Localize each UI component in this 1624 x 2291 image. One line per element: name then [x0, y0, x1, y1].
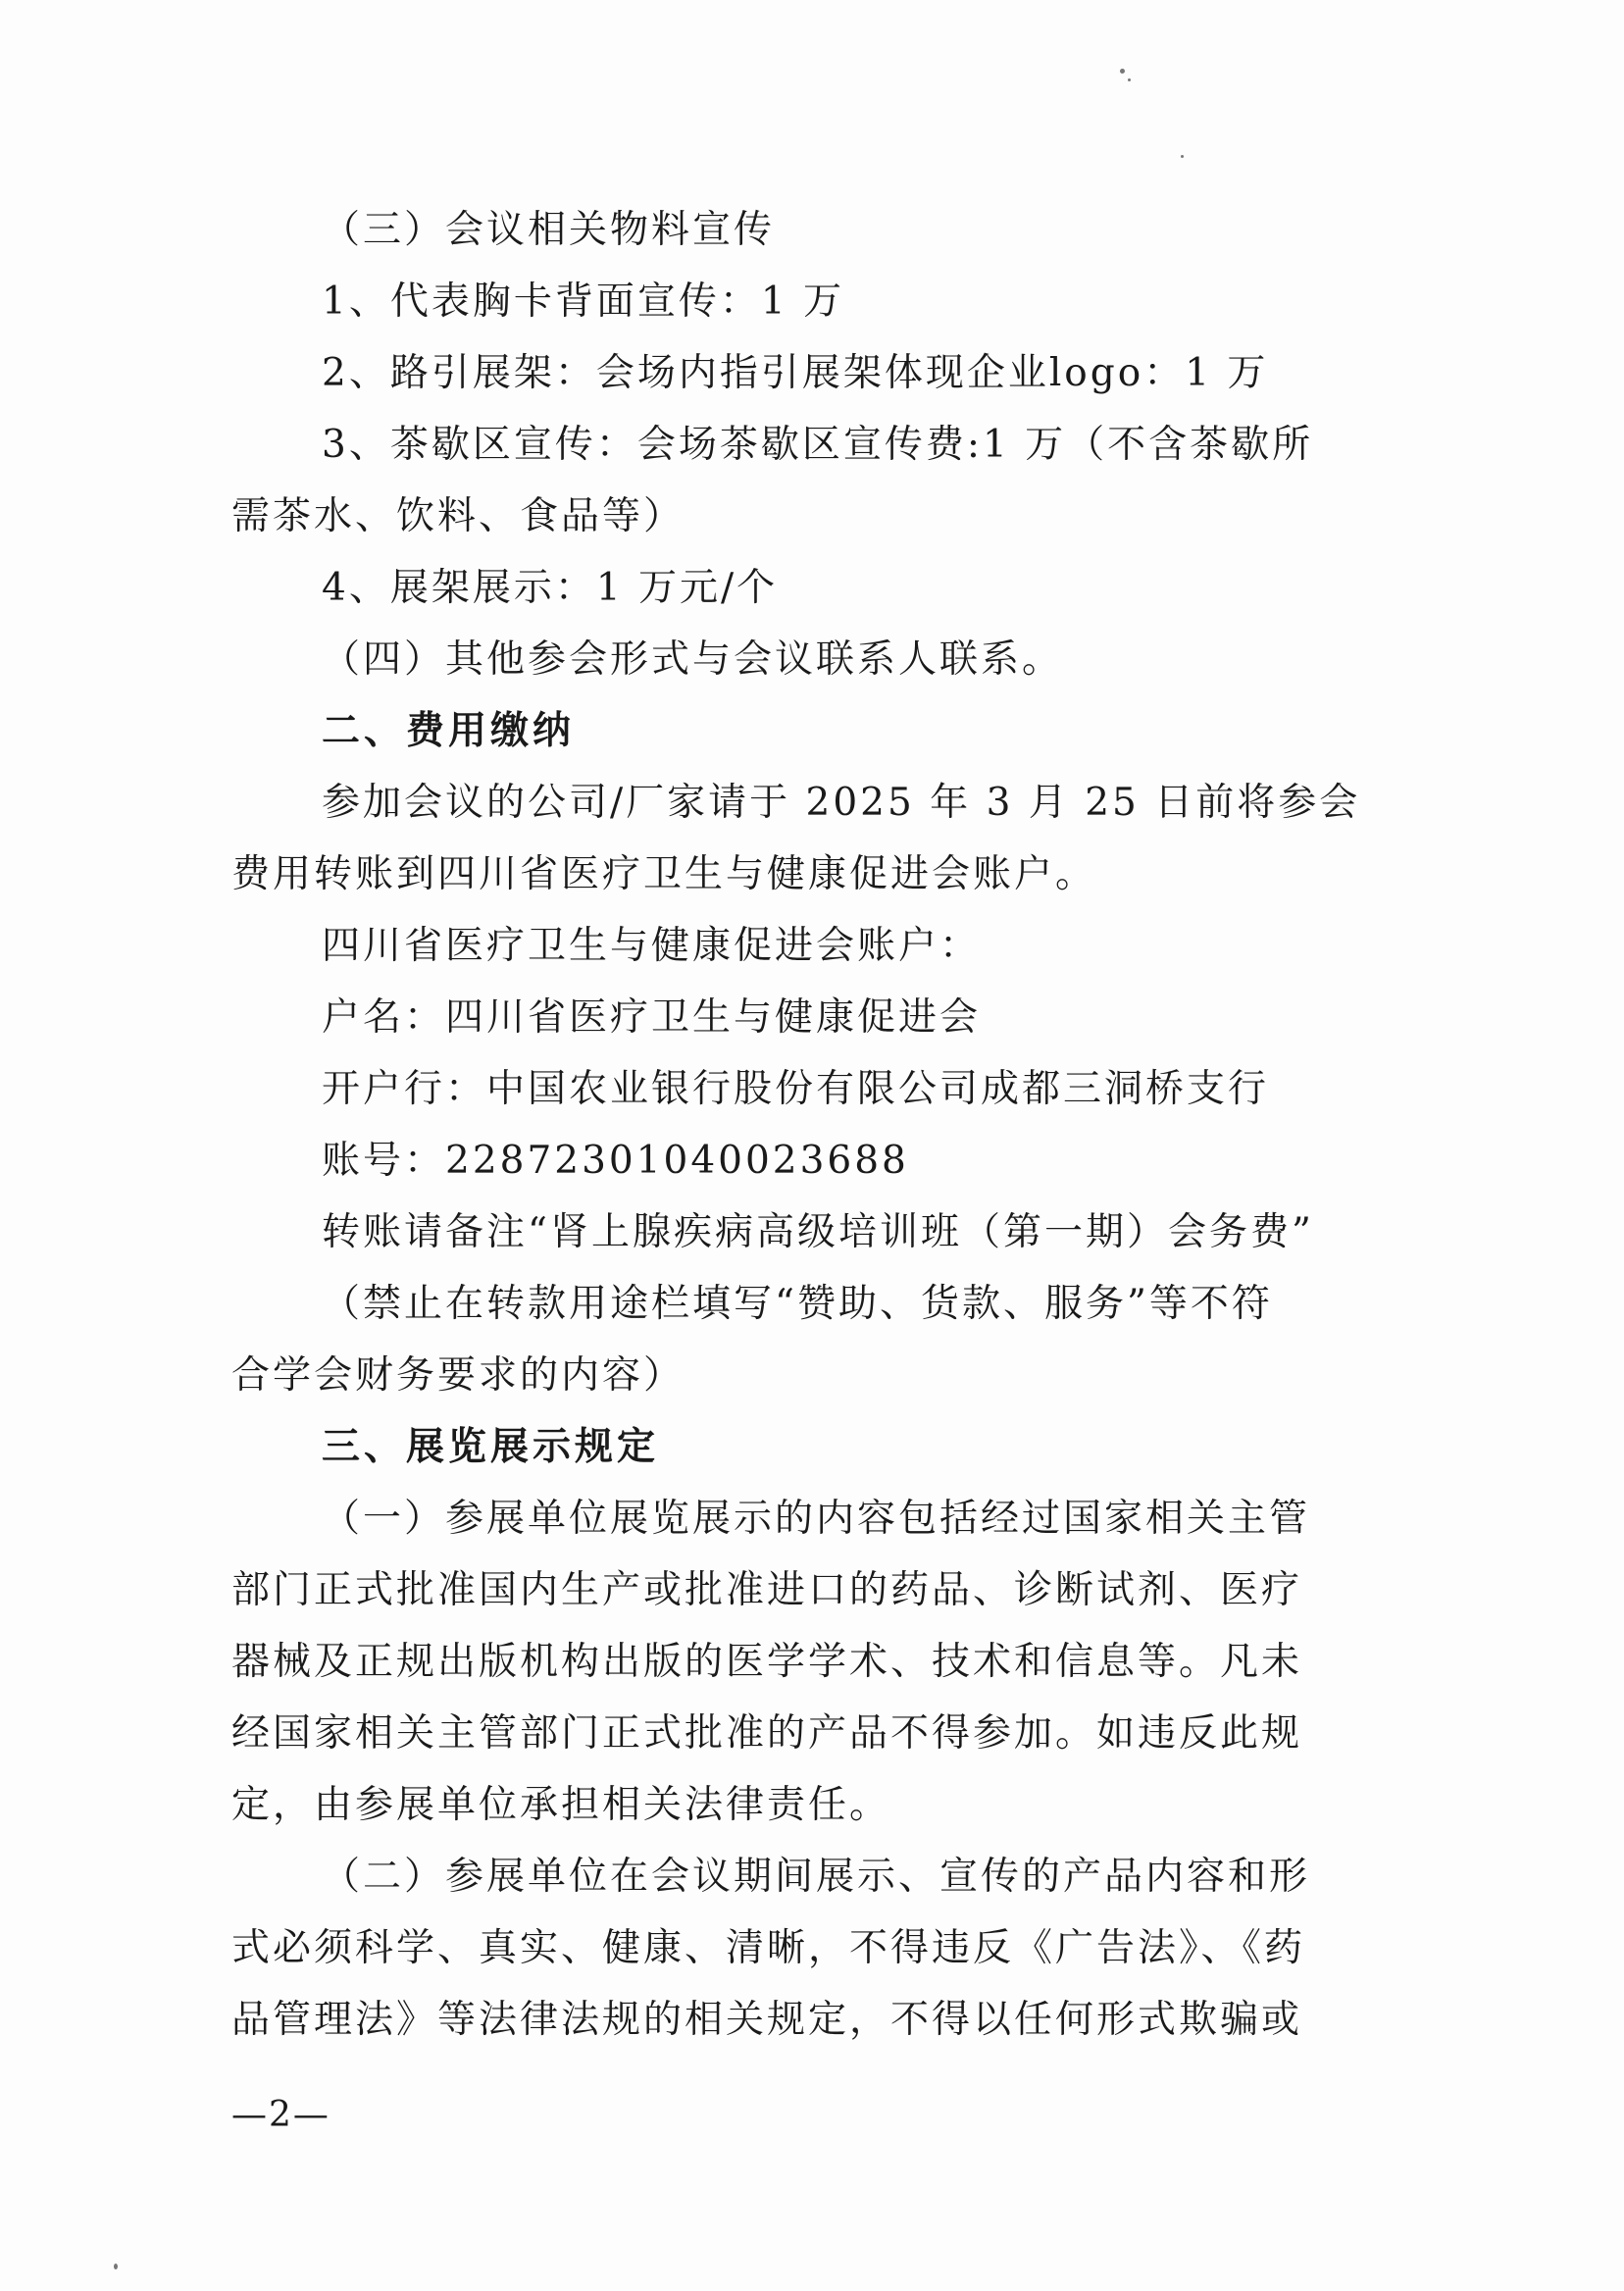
text-line: 部门正式批准国内生产或批准进口的药品、诊断试剂、医疗 [231, 1568, 1303, 1612]
text-line: 4、展架展示：1 万元/个 [322, 566, 779, 610]
text-line: 户名：四川省医疗卫生与健康促进会 [322, 995, 982, 1040]
text-line: （二）参展单位在会议期间展示、宣传的产品内容和形 [322, 1855, 1311, 1899]
text-line: 费用转账到四川省医疗卫生与健康促进会账户。 [231, 852, 1097, 896]
section-heading: 三、展览展示规定 [322, 1425, 660, 1469]
text-line: 2、路引展架：会场内指引展架体现企业logo：1 万 [322, 351, 1269, 395]
text-line: （禁止在转款用途栏填写“赞助、货款、服务”等不符 [322, 1282, 1273, 1326]
text-line: 经国家相关主管部门正式批准的产品不得参加。如违反此规 [231, 1711, 1303, 1756]
text-line: 1、代表胸卡背面宣传：1 万 [322, 280, 845, 324]
text-line: 式必须科学、真实、健康、清晰，不得违反《广告法》、《药 [231, 1926, 1306, 1970]
text-line: 四川省医疗卫生与健康促进会账户： [322, 924, 982, 968]
text-line: 定，由参展单位承担相关法律责任。 [231, 1783, 891, 1827]
scan-speck [114, 2264, 118, 2269]
text-line: （三）会议相关物料宣传 [322, 208, 776, 252]
text-line: 3、茶歇区宣传：会场茶歇区宣传费:1 万（不含茶歇所 [322, 423, 1314, 467]
scan-speck [1120, 69, 1125, 74]
text-line: 品管理法》等法律法规的相关规定，不得以任何形式欺骗或 [231, 1998, 1303, 2042]
text-line: 需茶水、饮料、食品等） [231, 494, 685, 538]
section-heading: 二、费用缴纳 [322, 709, 576, 753]
text-line: 转账请备注“肾上腺疾病高级培训班（第一期）会务费” [322, 1210, 1314, 1254]
text-line: 参加会议的公司/厂家请于 2025 年 3 月 25 日前将参会 [322, 781, 1361, 825]
text-line: 账号：22872301040023688 [322, 1139, 909, 1183]
text-line: （四）其他参会形式与会议联系人联系。 [322, 637, 1064, 682]
page-number: —2— [231, 2095, 330, 2135]
scan-speck [1128, 78, 1131, 81]
text-line: （一）参展单位展览展示的内容包括经过国家相关主管 [322, 1497, 1311, 1541]
scan-speck [1181, 155, 1184, 158]
text-line: 开户行：中国农业银行股份有限公司成都三洞桥支行 [322, 1067, 1270, 1111]
text-line: 合学会财务要求的内容） [231, 1353, 685, 1398]
document-body [231, 194, 1369, 2056]
text-line: 器械及正规出版机构出版的医学学术、技术和信息等。凡未 [231, 1640, 1303, 1684]
